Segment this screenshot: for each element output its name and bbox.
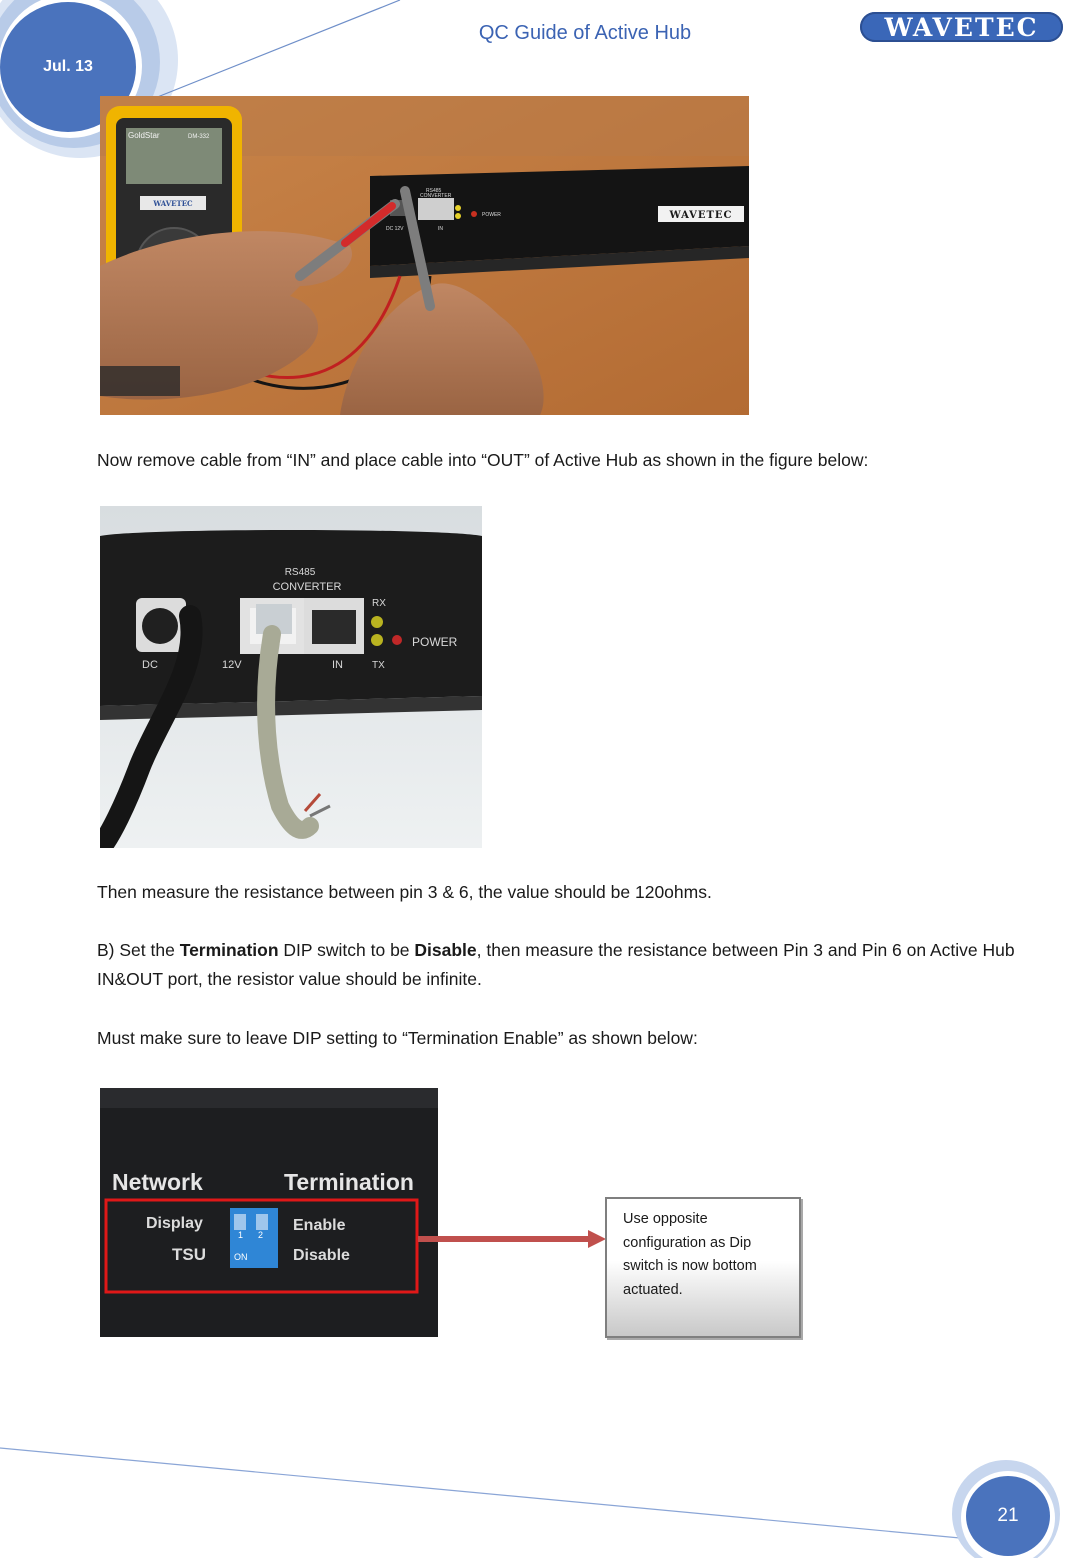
device-panel-dc: DC 12V	[386, 226, 404, 232]
meter-model-label: DM-332	[188, 134, 210, 140]
document-title: QC Guide of Active Hub	[478, 22, 692, 44]
para3-disable: Disable	[414, 940, 477, 960]
dip-switch-on-label: ON	[234, 1252, 248, 1262]
device-panel-power: POWER	[482, 212, 501, 218]
dip-heading-termination: Termination	[284, 1169, 414, 1195]
dip-label-disable: Disable	[293, 1247, 350, 1264]
para3-part1: B) Set the	[97, 940, 180, 960]
para3-termination: Termination	[179, 940, 279, 960]
page-number-badge	[966, 1476, 1050, 1556]
panel-in-label: IN	[332, 659, 343, 671]
callout-arrow	[418, 1228, 608, 1250]
panel-rs485-label: RS485	[284, 567, 316, 578]
panel-converter-label: CONVERTER	[272, 581, 342, 593]
device-logo: WAVETEC	[669, 210, 733, 221]
panel-rx-label: RX	[372, 598, 386, 609]
instruction-measure-120ohms: Then measure the resistance between pin 3 & 6, the value should be 120ohms.	[97, 882, 712, 902]
device-panel-in: IN	[438, 226, 443, 232]
header-date: Jul. 13	[43, 58, 93, 75]
dip-switch-number-1: 1	[238, 1230, 244, 1240]
panel-12v-label: 12V	[222, 659, 242, 671]
photo-dip-switch	[100, 1088, 438, 1337]
para3-part3: , then measure the resistance between Pin 3 and Pin 6 on Active Hub IN&OUT port, the resistor value should be infinite.	[97, 940, 1015, 989]
page-number: 21	[997, 1505, 1019, 1526]
meter-brand-label: GoldStar	[128, 131, 160, 140]
para3-part2: DIP switch to be	[278, 940, 415, 960]
footer-decoration	[0, 1440, 1065, 1558]
dip-label-display: Display	[146, 1215, 203, 1232]
instruction-termination-disable	[97, 936, 1057, 994]
callout-note: Use opposite configuration as Dip switch is now bottom actuated.	[605, 1197, 801, 1338]
panel-dc-label: DC	[142, 659, 158, 671]
device-panel-converter: CONVERTER	[420, 193, 452, 199]
photo-multimeter-test	[100, 96, 749, 415]
panel-power-label: POWER	[412, 635, 458, 649]
instruction-move-cable: Now remove cable from “IN” and place cable into “OUT” of Active Hub as shown in the figure below:	[97, 450, 869, 470]
device-panel-rs485: RS485	[426, 188, 442, 194]
meter-sticker: WAVETEC	[153, 199, 193, 208]
dip-label-tsu: TSU	[172, 1245, 206, 1264]
brand-logo-text: WAVETEC	[884, 12, 1039, 42]
photo-cable-out-port	[100, 506, 482, 848]
panel-tx-label: TX	[372, 660, 385, 671]
dip-switch-number-2: 2	[258, 1230, 264, 1240]
dip-label-enable: Enable	[293, 1217, 346, 1234]
dip-heading-network: Network	[112, 1169, 203, 1195]
instruction-leave-enable: Must make sure to leave DIP setting to “Termination Enable” as shown below:	[97, 1028, 698, 1048]
brand-logo	[860, 12, 1063, 42]
